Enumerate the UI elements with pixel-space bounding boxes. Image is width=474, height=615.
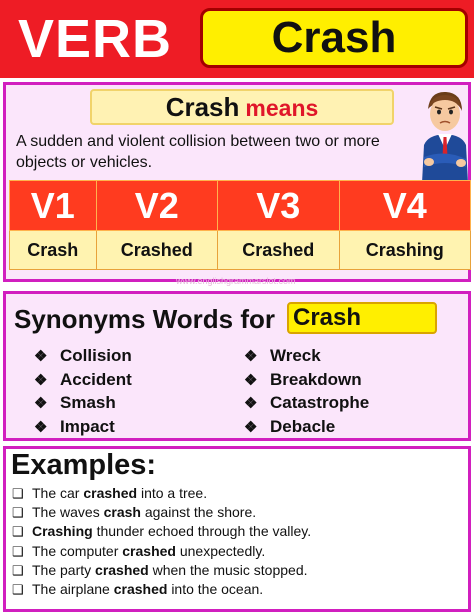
header-banner [0, 0, 474, 78]
list-item: ❖ Debacle [244, 415, 369, 439]
diamond-bullet-icon: ❖ [244, 395, 258, 412]
list-item: ❖ Wreck [244, 344, 369, 368]
example-item: ❑ The computer crashed unexpectedly. [12, 542, 311, 561]
examples-section [3, 446, 471, 612]
means-word: Crash [165, 92, 240, 122]
checkbox-icon: ❑ [12, 562, 24, 578]
synonyms-title: Synonyms Words for [14, 304, 276, 334]
meaning-section [3, 82, 471, 286]
diamond-bullet-icon: ❖ [244, 418, 258, 436]
example-item: ❑ The airplane crashed into the ocean. [12, 580, 311, 599]
form-value-v3: Crashed [218, 231, 339, 270]
form-value-v4: Crashing [339, 231, 470, 270]
confused-man-avatar-icon [416, 87, 472, 183]
example-item: ❑ The party crashed when the music stopped. [12, 561, 311, 580]
diamond-bullet-icon: ❖ [244, 371, 258, 389]
form-header-v2: V2 [96, 181, 217, 231]
form-header-v3: V3 [218, 181, 339, 231]
list-item: ❖ Accident [34, 368, 132, 392]
checkbox-icon: ❑ [12, 543, 24, 559]
means-heading [90, 89, 394, 125]
definition-text: A sudden and violent collision between two or more objects or vehicles. [16, 133, 380, 171]
checkbox-icon: ❑ [12, 581, 24, 597]
examples-list [12, 484, 311, 599]
example-item: ❑ Crashing thunder echoed through the valley. [12, 522, 311, 541]
list-item: ❖ Breakdown [244, 368, 369, 392]
example-item: ❑ The waves crash against the shore. [12, 503, 311, 522]
diamond-bullet-icon: ❖ [34, 371, 48, 389]
verb-forms-table [9, 180, 471, 270]
example-item: ❑ The car crashed into a tree. [12, 484, 311, 503]
checkbox-icon: ❑ [12, 524, 24, 540]
diamond-bullet-icon: ❖ [34, 348, 48, 365]
means-label: means [245, 95, 319, 121]
word-title: Crash [200, 8, 468, 68]
form-header-v4: V4 [339, 181, 470, 231]
list-item: ❖ Impact [34, 415, 132, 439]
checkbox-icon: ❑ [12, 486, 24, 501]
diamond-bullet-icon: ❖ [244, 348, 258, 365]
watermark: www.englishgrammarslot.com [176, 276, 296, 286]
verb-label: VERB [18, 9, 173, 69]
form-value-v2: Crashed [96, 231, 217, 270]
list-item: ❖ Catastrophe [244, 391, 369, 415]
diamond-bullet-icon: ❖ [34, 418, 48, 436]
synonyms-list-left [34, 344, 132, 438]
list-item: ❖ Collision [34, 344, 132, 368]
synonyms-list-right [244, 344, 369, 438]
forms-value-row [10, 231, 471, 270]
diamond-bullet-icon: ❖ [34, 395, 48, 412]
synonyms-section [3, 291, 471, 441]
synonyms-word: Crash [287, 302, 437, 334]
checkbox-icon: ❑ [12, 505, 24, 521]
form-value-v1: Crash [10, 231, 97, 270]
list-item: ❖ Smash [34, 391, 132, 415]
forms-header-row [10, 181, 471, 231]
form-header-v1: V1 [10, 181, 97, 231]
examples-title: Examples: [11, 449, 157, 481]
